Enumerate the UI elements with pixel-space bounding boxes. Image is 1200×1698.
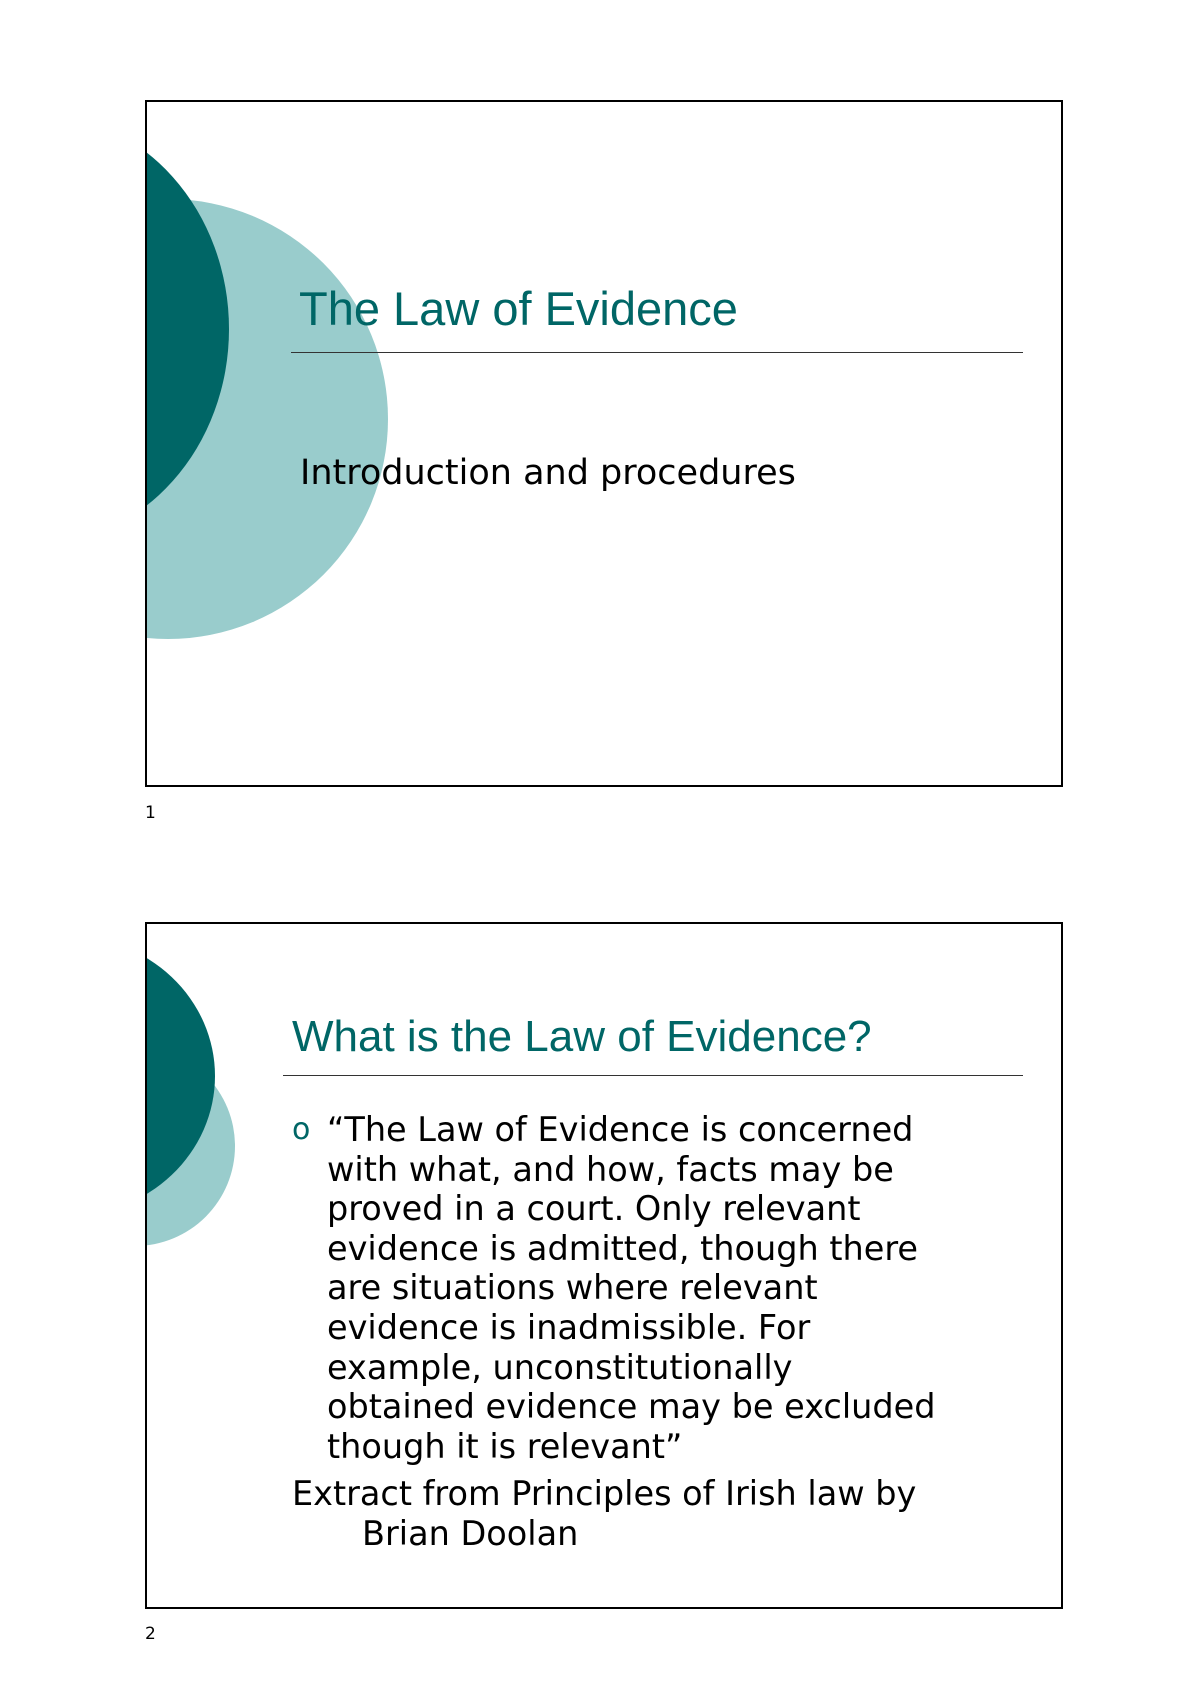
quote-line: proved in a court. Only relevant bbox=[327, 1189, 861, 1229]
page-number-2: 2 bbox=[145, 1624, 156, 1644]
slide-1-title-rule bbox=[291, 352, 1023, 353]
quote-line: though it is relevant” bbox=[327, 1426, 683, 1466]
quote-bullet bbox=[292, 1110, 1032, 1466]
quote-line: example, unconstitutionally bbox=[327, 1347, 793, 1387]
quote-line: are situations where relevant bbox=[327, 1268, 818, 1308]
slide-1-subtitle: Introduction and procedures bbox=[300, 453, 796, 493]
slide-2-title: What is the Law of Evidence? bbox=[292, 1012, 872, 1061]
hollow-circle-bullet-icon: o bbox=[292, 1112, 311, 1147]
source-attribution bbox=[292, 1474, 1032, 1553]
quote-line: with what, and how, facts may be bbox=[327, 1149, 894, 1189]
quote-line: evidence is inadmissible. For bbox=[327, 1307, 811, 1347]
slide-1-decorative-circles bbox=[147, 102, 407, 787]
source-line: Extract from Principles of Irish law by bbox=[292, 1474, 917, 1514]
slide-2-title-rule bbox=[283, 1075, 1023, 1076]
page-number-1: 1 bbox=[145, 803, 156, 823]
quote-line: obtained evidence may be excluded bbox=[327, 1387, 936, 1427]
source-line: Brian Doolan bbox=[362, 1513, 579, 1553]
slide-1 bbox=[145, 100, 1063, 787]
slide-2-body bbox=[292, 1110, 1032, 1554]
quote-line: “The Law of Evidence is concerned bbox=[327, 1110, 914, 1149]
quote-line: evidence is admitted, though there bbox=[327, 1228, 918, 1268]
slide-2 bbox=[145, 922, 1063, 1609]
slide-1-title: The Law of Evidence bbox=[299, 282, 738, 335]
